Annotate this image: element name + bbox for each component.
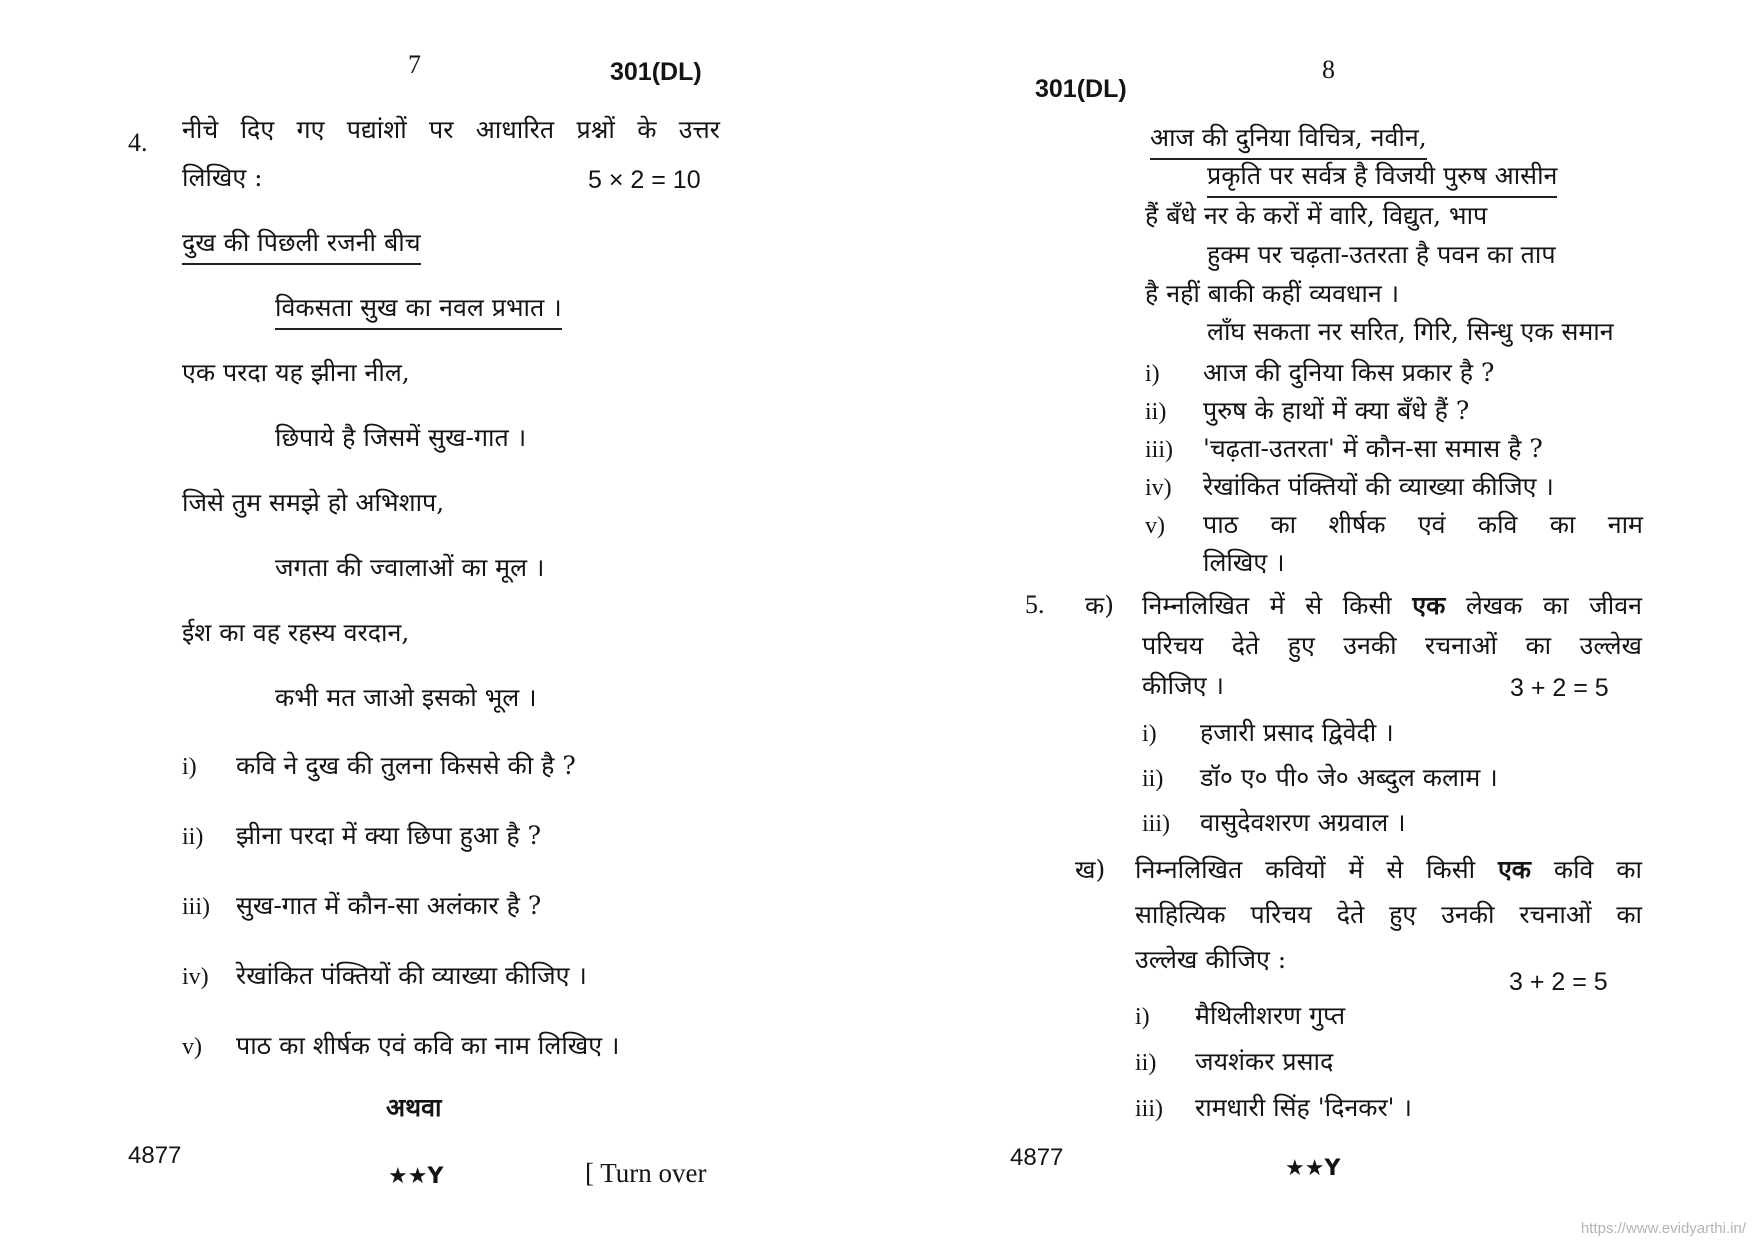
sub-question-text: पाठ का शीर्षक एवं कवि का नाम लिखिए । (236, 1031, 620, 1060)
question-text-part: निम्नलिखित कवियों में से किसी (1135, 855, 1476, 884)
question-number: 4. (128, 128, 148, 157)
sub-question (182, 818, 541, 852)
poem-line: हुक्म पर चढ़ता-उतरता है पवन का ताप (1207, 240, 1556, 269)
sub-question-text: रेखांकित पंक्तियों की व्याख्या कीजिए । (1203, 472, 1554, 501)
paper-code: 301(DL) (1035, 75, 1127, 103)
question-text-line: कीजिए । (1142, 671, 1224, 700)
poem-line-underlined: आज की दुनिया विचित्र, नवीन, (1150, 120, 1427, 160)
page-number: 8 (1322, 55, 1335, 84)
sub-question-text: पुरुष के हाथों में क्या बँधे हैं ? (1203, 396, 1470, 425)
sub-question (1145, 355, 1494, 389)
option-number: iii) (1142, 811, 1170, 837)
option-text: रामधारी सिंह 'दिनकर' । (1195, 1093, 1412, 1122)
sub-question-text: पाठ का शीर्षक एवं कवि का नाम (1203, 510, 1643, 539)
question-text-line: उल्लेख कीजिए : (1135, 945, 1287, 974)
option-number: ii) (1142, 766, 1164, 792)
question-text-line: साहित्यिक परिचय देते हुए उनकी रचनाओं का (1135, 900, 1642, 929)
right-page (877, 0, 1754, 1241)
option-text: जयशंकर प्रसाद (1195, 1047, 1334, 1076)
option-item (1135, 998, 1345, 1032)
sub-question-number: i) (1145, 361, 1160, 387)
sub-question-number: iv) (182, 964, 209, 990)
sub-question-text-continued: लिखिए । (1203, 548, 1285, 577)
sub-question-text: झीना परदा में क्या छिपा हुआ है ? (236, 821, 542, 850)
poem-line: हैं बँधे नर के करों में वारि, विद्युत, भाप (1145, 201, 1488, 230)
poem-line: जिसे तुम समझे हो अभिशाप, (182, 488, 445, 517)
poem-line-underlined: प्रकृति पर सर्वत्र है विजयी पुरुष आसीन (1207, 158, 1557, 198)
page-number: 7 (408, 50, 421, 79)
sub-question (1145, 507, 1643, 541)
paper-code: 301(DL) (610, 58, 702, 86)
sub-question-number: iv) (1145, 475, 1172, 501)
sub-question-text: आज की दुनिया किस प्रकार है ? (1203, 358, 1495, 387)
sub-question-text: कवि ने दुख की तुलना किससे की है ? (236, 751, 576, 780)
footer-stars: ★★Y (388, 1164, 444, 1189)
question-marks: 3 + 2 = 5 (1509, 968, 1608, 996)
poem-line: लाँघ सकता नर सरित, गिरि, सिन्धु एक समान (1207, 317, 1614, 346)
option-text: वासुदेवशरण अग्रवाल । (1200, 808, 1406, 837)
option-text: डॉ० ए० पी० जे० अब्दुल कलाम । (1200, 763, 1498, 792)
sub-question-text: 'चढ़ता-उतरता' में कौन-सा समास है ? (1203, 434, 1543, 463)
poem-line-underlined: दुख की पिछली रजनी बीच (182, 225, 421, 265)
poem-line-underlined: विकसता सुख का नवल प्रभात । (275, 290, 562, 330)
sub-question-number: v) (182, 1034, 202, 1060)
sub-question-number: v) (1145, 513, 1165, 539)
option-number: ii) (1135, 1050, 1157, 1076)
turn-over-label: [ Turn over (585, 1158, 707, 1188)
poem-line: जगता की ज्वालाओं का मूल । (275, 553, 545, 582)
poem-line: है नहीं बाकी कहीं व्यवधान । (1145, 279, 1400, 308)
question-text-part: लेखक का जीवन (1465, 591, 1642, 620)
question-marks: 3 + 2 = 5 (1510, 674, 1609, 702)
question-marks: 5 × 2 = 10 (588, 166, 701, 194)
sub-question-text: रेखांकित पंक्तियों की व्याख्या कीजिए । (236, 961, 587, 990)
footer-stars: ★★Y (1285, 1156, 1341, 1181)
sub-part-label: क) (1085, 591, 1114, 620)
sub-question (182, 888, 541, 922)
watermark-url: https://www.evidyarthi.in/ (1580, 1220, 1746, 1237)
question-text-part: निम्नलिखित में से किसी (1142, 591, 1392, 620)
question-text-emphasis: एक (1497, 855, 1532, 884)
sub-question-number: ii) (182, 824, 204, 850)
question-text-line: परिचय देते हुए उनकी रचनाओं का उल्लेख (1142, 631, 1642, 660)
poem-line: कभी मत जाओ इसको भूल । (275, 683, 537, 712)
option-item (1142, 805, 1406, 839)
option-number: iii) (1135, 1096, 1163, 1122)
question-text-line (1142, 588, 1642, 622)
sub-question-text: सुख-गात में कौन-सा अलंकार है ? (236, 891, 542, 920)
option-item (1135, 1044, 1333, 1078)
sub-question-number: ii) (1145, 399, 1167, 425)
poem-line: छिपाये है जिसमें सुख-गात । (275, 423, 527, 452)
question-text-line (1135, 852, 1642, 886)
sub-question (1145, 393, 1469, 427)
or-label: अथवा (386, 1093, 442, 1122)
sub-question-number: iii) (182, 894, 210, 920)
option-number: i) (1142, 721, 1157, 747)
sub-question-number: iii) (1145, 437, 1173, 463)
question-text-part: कवि का (1553, 855, 1642, 884)
sub-question (182, 748, 576, 782)
option-item (1135, 1090, 1412, 1124)
question-instruction-line: नीचे दिए गए पद्यांशों पर आधारित प्रश्नों के उत्तर (182, 115, 720, 144)
option-text: मैथिलीशरण गुप्त (1195, 1001, 1346, 1030)
option-item (1142, 715, 1394, 749)
sub-question (1145, 431, 1543, 465)
sub-question-number: i) (182, 754, 197, 780)
option-number: i) (1135, 1004, 1150, 1030)
option-text: हजारी प्रसाद द्विवेदी । (1200, 718, 1394, 747)
footer-code: 4877 (1010, 1144, 1064, 1171)
question-text-emphasis: एक (1412, 591, 1446, 620)
sub-question (182, 958, 587, 992)
poem-line: एक परदा यह झीना नील, (182, 358, 410, 387)
question-instruction-line: लिखिए : (182, 163, 263, 192)
footer-code: 4877 (128, 1142, 182, 1169)
option-item (1142, 760, 1498, 794)
question-number: 5. (1025, 590, 1045, 619)
poem-line: ईश का वह रहस्य वरदान, (182, 618, 410, 647)
sub-question (182, 1028, 620, 1062)
sub-part-label: ख) (1075, 855, 1106, 884)
sub-question (1145, 469, 1554, 503)
